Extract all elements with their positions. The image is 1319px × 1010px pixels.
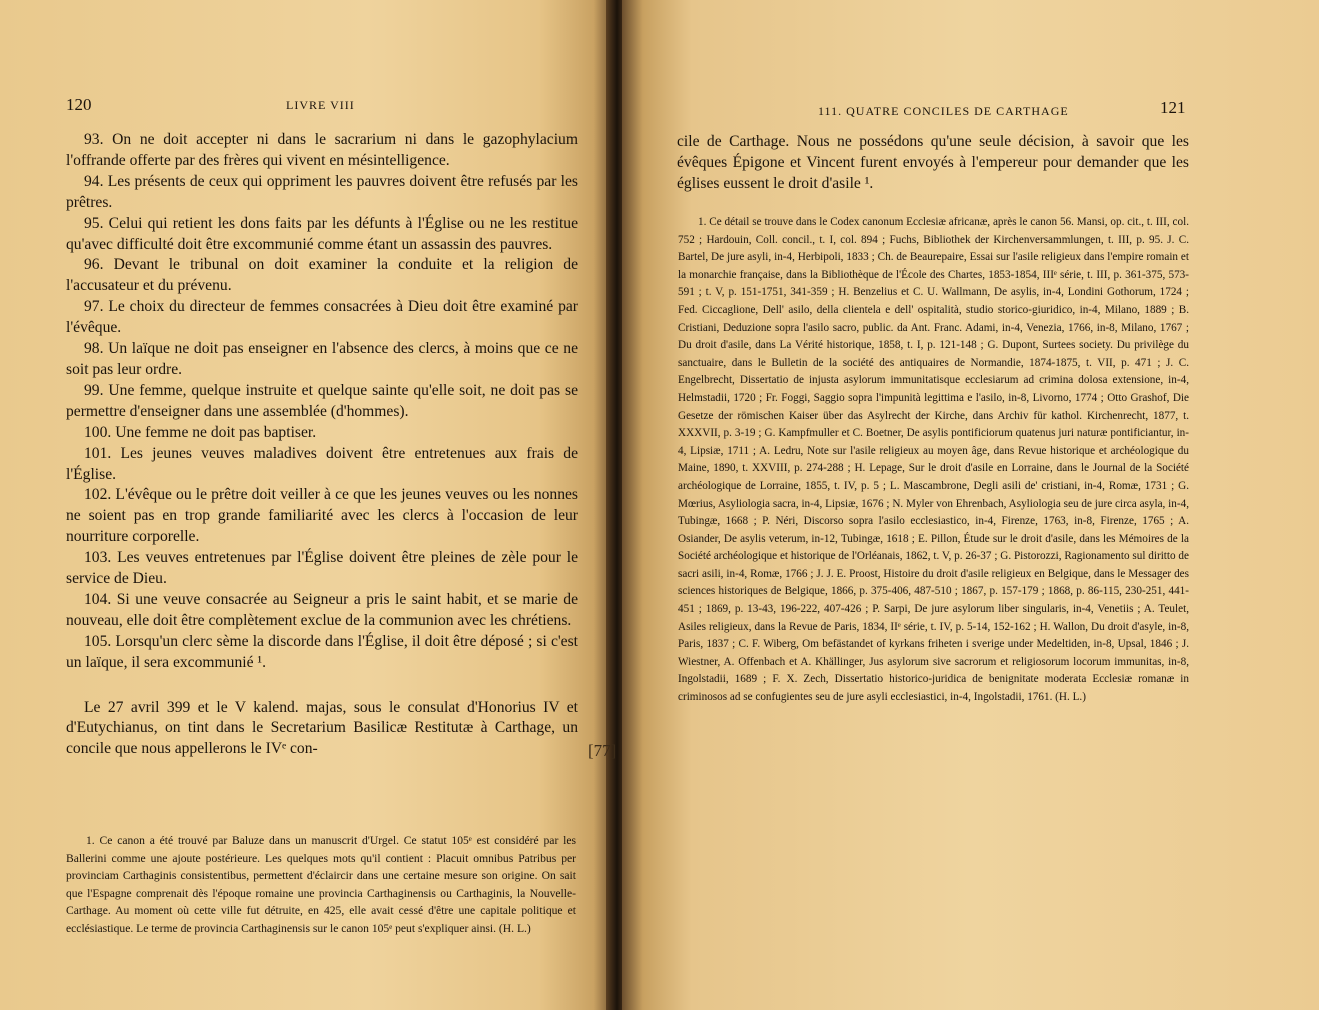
body-paragraph: Le 27 avril 399 et le V kalend. majas, sous le consulat d'Honorius IV et d'Eutychianus, on tint dans le Secretarium Basilicæ Restitutæ à Carthage, un concile que nous appellerons le IVᵉ con- xyxy=(66,698,578,758)
footnote-text: 1. Ce détail se trouve dans le Codex canonum Ecclesiæ africanæ, après le canon 56. Mansi, op. cit., t. III, col. 752 ; Hardouin, Coll. concil., t. I, col. 894 ; Fuchs, Bibliothek der Kirchenversammlungen, t. III, p. 95. J. C. Bartel, De jure asyli, in-4, Herbipoli, 1833 ; Ch. de Beaurepaire, Essai sur l'asile religieux dans l'empire romain et la monarchie française, dans la Bibliothèque de l'École des Chartes, 1853-1854, IIIᵉ série, t. III, p. 361-375, 573-591 ; t. V, p. 151-1751, 341-359 ; H. Benzelius et C. U. Wallmann, De asylis, in-4, Londini Gothorum, 1724 ; Fed. Ciccaglione, Dell' asilo, della clientela e dell' ospitalità, studio storico-giuridico, in-4, Milano, 1889 ; B. Cristiani, Deduzione sopra l'asilo sacro, public. da Ant. Franc. Adami, in-4, Venezia, 1766, in-8, Milano, 1767 ; Du droit d'asile, dans La Vérité historique, 1858, t. I, p. 121-148 ; G. Dupont, Surtees society. Du privilège du sanctuaire, dans le Bulletin de la société des antiquaires de Normandie, 1874-1875, t. VII, p. 471 ; J. C. Engelbrecht, Dissertatio de injusta asylorum immunitatisque ecclesiarum ad crimina dolosa extensione, in-4, Helmstadii, 1720 ; Fr. Foggi, Saggio sopra l'impunità legittima e l'asilo, in-8, Livorno, 1774 ; Otto Grashof, Die Gesetze der römischen Kaiser über das Asylrecht der Kirche, dans Archiv für kathol. Kirchenrecht, 1877, t. XXXVII, p. 3-19 ; G. Kampfmuller et C. Boetner, De asylis pontificiorum quatenus juri naturæ pontificiantur, in-4, Lipsiæ, 1711 ; A. Ledru, Note sur l'asile religieux au moyen âge, dans Revue historique et archéologique du Maine, 1890, t. XXVIII, p. 274-288 ; H. Lepage, Sur le droit d'asile en Lorraine, dans le Journal de la Société archéologique de Lorraine, 1855, t. IV, p. 5 ; L. Mascambrone, Degli asili de' cristiani, in-4, Romæ, 1731 ; G. Mœrius, Asyliologia sacra, in-4, Lipsiæ, 1676 ; N. Myler von Ehrenbach, Asyliologia seu de jure circa asyla, in-4, Tubingæ, 1668 ; P. Néri, Discorso sopra l'asilo ecclesiastico, in-4, Firenze, 1763, in-8, Firenze, 1765 ; A. Osiander, De asylis veterum, in-12, Tubingæ, 1618 ; E. Pillon, Étude sur le droit d'asile, dans les Mémoires de la Société archéologique et historique de l'Orléanais, 1862, t. V, p. 26-37 ; G. Pistorozzi, Ragionamento sul diritto de sacri asili, in-4, Romæ, 1766 ; J. J. E. Proost, Histoire du droit d'asile religieux en Belgique, dans le Messager des sciences historiques de Belgique, 1866, p. 375-406, 487-510 ; 1867, p. 157-179 ; 1868, p. 86-115, 230-251, 441-451 ; 1869, p. 13-43, 196-222, 407-426 ; P. Sarpi, De jure asylorum liber singularis, in-4, Venetiis ; A. Teulet, Asiles religieux, dans la Revue de Paris, 1834, IIᵉ série, t. IV, p. 5-14, 152-162 ; H. Wallon, Du droit d'asyle, in-8, Paris, 1837 ; C. F. Wiberg, Om befästandet of kyrkans friheten i sverige under Medeltiden, in-8, Upsal, 1846 ; J. Wiestner, A. Offenbach et A. Khällinger, Jus asylorum sive sacrorum et religiosorum locorum immunitas, in-8, Ingolstadii, 1689 ; F. X. Zech, Dissertatio historico-juridica de benignitate moderata Ecclesiæ romanæ in criminosos ad se confugientes seu de jure asyli ecclesiastici, in-4, Ingolstadii, 1761. (H. L.) xyxy=(678,216,1189,704)
canon-item: 101. Les jeunes veuves maladives doivent être entretenues aux frais de l'Église. xyxy=(66,444,578,483)
page-number: 120 xyxy=(66,95,92,114)
canon-item: 98. Un laïque ne doit pas enseigner en l'absence des clercs, à moins que ce ne soit pas leur ordre. xyxy=(66,340,578,378)
footnote xyxy=(678,214,1189,707)
right-page xyxy=(622,0,1319,1010)
canon-item: 97. Le choix du directeur de femmes consacrées à Dieu doit être examiné par l'évêque. xyxy=(66,298,578,337)
canon-item: 95. Celui qui retient les dons faits par les défunts à l'Église ou ne les restitue qu'avec difficulté doit être excommunié comme étant un assassin des pauvres. xyxy=(66,214,578,253)
canon-item: 96. Devant le tribunal on doit examiner la conduite et la religion de l'accusateur et du prévenu. xyxy=(66,256,578,295)
canon-item: 94. Les présents de ceux qui oppriment les pauvres doivent être refusés par les prêtres. xyxy=(66,172,578,211)
left-page xyxy=(0,0,612,1010)
canon-item: 100. Une femme ne doit pas baptiser. xyxy=(84,423,317,441)
canon-item: 104. Si une veuve consacrée au Seigneur a pris le saint habit, et se marie de nouveau, elle doit être complètement exclue de la communion avec les chrétiens. xyxy=(66,590,578,629)
canon-item: 103. Les veuves entretenues par l'Église doivent être pleines de zèle pour le service de Dieu. xyxy=(66,549,578,588)
margin-marker: [77] xyxy=(588,741,617,760)
running-head: LIVRE VIII xyxy=(286,98,355,112)
body-paragraph-text: cile de Carthage. Nous ne possédons qu'une seule décision, à savoir que les évêques Épigone et Vincent furent envoyés à l'empereur pour demander que les églises eussent le droit d'asile ¹. xyxy=(677,133,1189,192)
running-head: 111. QUATRE CONCILES DE CARTHAGE xyxy=(818,104,1069,118)
body-paragraph xyxy=(677,132,1189,195)
canon-item: 99. Une femme, quelque instruite et quelque sainte qu'elle soit, ne doit pas se permettre d'enseigner dans une assemblée (d'hommes). xyxy=(66,381,578,420)
canon-item: 102. L'évêque ou le prêtre doit veiller à ce que les jeunes veuves ou les nonnes ne soient pas en trop grande familiarité avec les clercs à l'occasion de leur nourriture corporelle. xyxy=(66,486,578,546)
page-number: 121 xyxy=(1160,98,1186,117)
footnote xyxy=(66,832,576,938)
canon-item: 105. Lorsqu'un clerc sème la discorde dans l'Église, il doit être déposé ; si c'est un laïque, il sera excommunié ¹. xyxy=(66,632,578,671)
canon-item: 93. On ne doit accepter ni dans le sacrarium ni dans le gazophylacium l'offrande offerte par des frères qui vivent en mésintelligence. xyxy=(66,131,578,169)
canons-list xyxy=(66,130,578,760)
footnote-text: 1. Ce canon a été trouvé par Baluze dans un manuscrit d'Urgel. Ce statut 105ᵉ est considéré par les Ballerini comme une ajoute postérieure. Les quelques mots qu'il contient : Placuit omnibus Patribus per provinciam Carthaginis consistentibus, permettent d'éclaircir dans une certaine mesure son origine. On sait que l'Espagne comprenait dès l'époque romaine une provincia Carthaginensis ou Carthaginis, la Nouvelle-Carthage. Au moment où cette ville fut détruite, en 425, elle avait cessé d'être une capitale politique et ecclésiastique. Le terme de provincia Carthaginensis sur le canon 105ᵉ peut s'expliquer ainsi. (H. L.) xyxy=(66,834,576,935)
